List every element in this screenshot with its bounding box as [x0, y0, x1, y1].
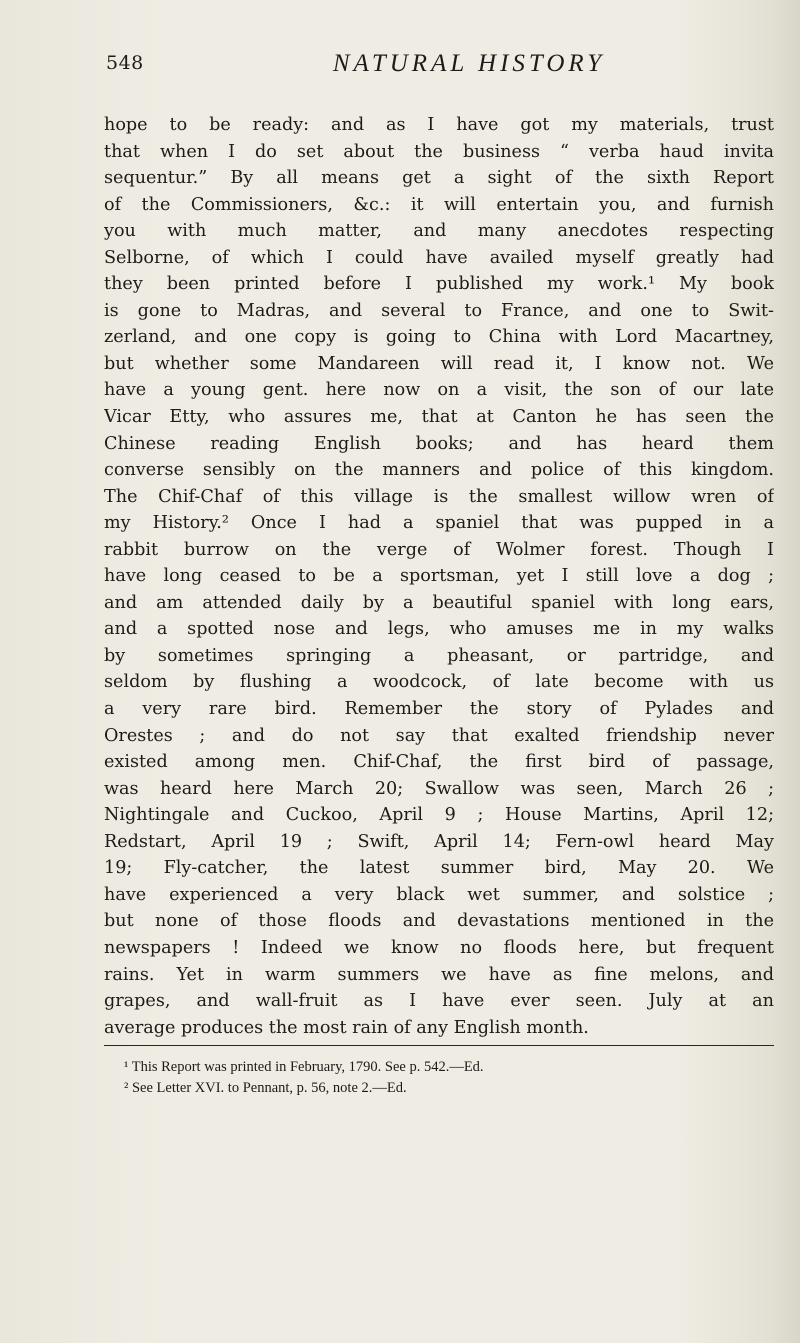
text-line: Orestes ; and do not say that exalted friendship never — [104, 725, 774, 746]
text-line: Chinese reading English books; and has heard them — [104, 433, 774, 454]
footnote: ¹ This Report was printed in February, 1790. See p. 542.—Ed. — [124, 1059, 484, 1075]
text-line: you with much matter, and many anecdotes respecting — [104, 221, 774, 242]
text-line: newspapers ! Indeed we know no floods here, but frequent — [104, 937, 774, 958]
text-line: hope to be ready: and as I have got my materials, trust — [104, 115, 774, 135]
running-head: NATURAL HISTORY — [332, 50, 606, 77]
footnotes — [124, 1057, 764, 1099]
text-line: is gone to Madras, and several to France, and one to Swit- — [104, 300, 774, 321]
text-line: of the Commissioners, &c.: it will entertain you, and furnish — [104, 194, 774, 215]
text-line: Nightingale and Cuckoo, April 9 ; House Martins, April 12; — [104, 805, 774, 826]
text-line: that when I do set about the business “ verba haud invita — [104, 141, 774, 162]
text-line: The Chif-Chaf of this village is the smallest willow wren of — [104, 486, 774, 507]
text-line: grapes, and wall-fruit as I have ever seen. July at an — [104, 991, 774, 1012]
text-line: zerland, and one copy is going to China with Lord Macartney, — [104, 327, 774, 348]
text-line: rains. Yet in warm summers we have as fine melons, and — [104, 964, 774, 985]
text-line: was heard here March 20; Swallow was seen, March 26 ; — [104, 778, 774, 799]
text-line: 19; Fly-catcher, the latest summer bird, May 20. We — [104, 858, 774, 879]
page-number: 548 — [106, 52, 144, 74]
text-line: rabbit burrow on the verge of Wolmer forest. Though I — [104, 539, 774, 560]
text-line: and am attended daily by a beautiful spaniel with long ears, — [104, 592, 774, 613]
text-line: my History.² Once I had a spaniel that was pupped in a — [104, 513, 774, 534]
page-header — [104, 50, 774, 90]
text-line: Vicar Etty, who assures me, that at Canton he has seen the — [104, 407, 774, 428]
text-line: Selborne, of which I could have availed myself greatly had — [104, 247, 774, 268]
text-line: Redstart, April 19 ; Swift, April 14; Fern-owl heard May — [104, 831, 774, 852]
text-line: have a young gent. here now on a visit, the son of our late — [104, 380, 774, 401]
body-text — [104, 112, 774, 1041]
text-line: by sometimes springing a pheasant, or partridge, and — [104, 645, 774, 666]
text-line: have long ceased to be a sportsman, yet I still love a dog ; — [104, 566, 774, 587]
text-line: they been printed before I published my work.¹ My book — [104, 274, 774, 295]
text-line: and a spotted nose and legs, who amuses me in my walks — [104, 619, 774, 640]
text-line: a very rare bird. Remember the story of Pylades and — [104, 699, 774, 720]
text-line: have experienced a very black wet summer, and solstice ; — [104, 884, 774, 905]
text-line: sequentur.” By all means get a sight of the sixth Report — [104, 168, 774, 189]
text-line: existed among men. Chif-Chaf, the first bird of passage, — [104, 752, 774, 773]
text-line: seldom by flushing a woodcock, of late become with us — [104, 672, 774, 693]
text-line: but none of those floods and devastations mentioned in the — [104, 911, 774, 932]
text-line: but whether some Mandareen will read it, I know not. We — [104, 353, 774, 374]
footnote-divider — [104, 1045, 774, 1046]
text-line: average produces the most rain of any English month. — [104, 1017, 589, 1038]
footnote: ² See Letter XVI. to Pennant, p. 56, note 2.—Ed. — [124, 1080, 407, 1096]
text-line: converse sensibly on the manners and police of this kingdom. — [104, 460, 774, 481]
